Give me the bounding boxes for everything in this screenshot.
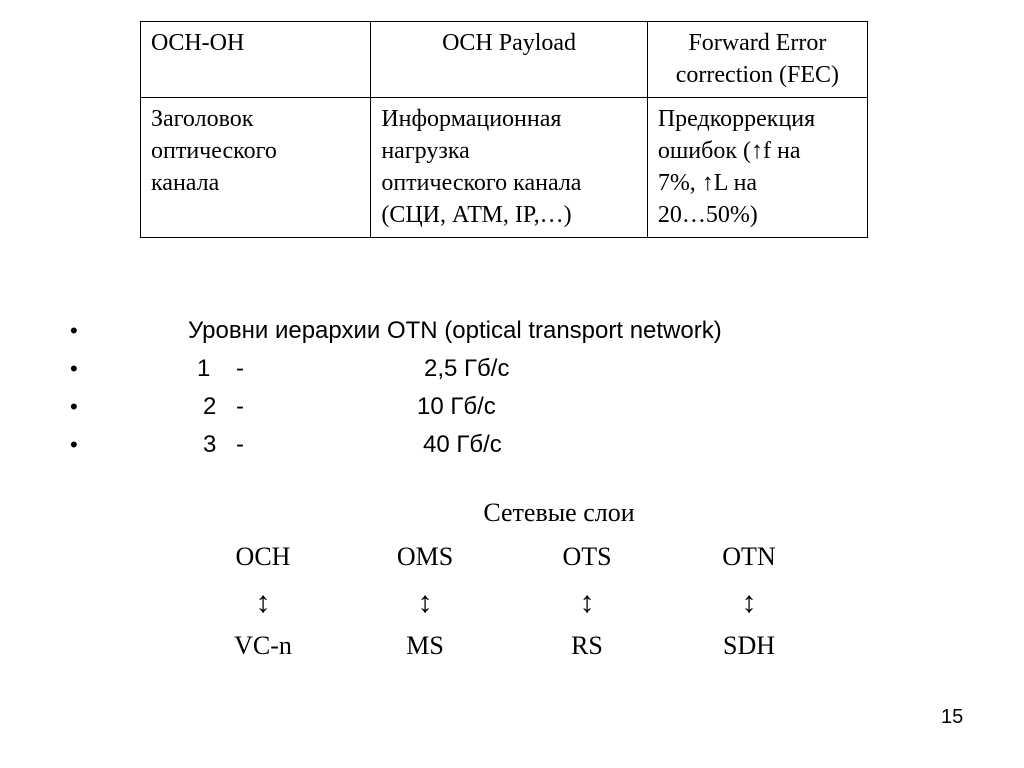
bullet-icon: • (70, 394, 78, 419)
layer-bottom-rs: RS (571, 631, 603, 660)
cell-text: OCH Payload (442, 30, 577, 56)
level-number: 2 (203, 393, 217, 420)
up-down-arrow-icon: ↕ (741, 586, 757, 619)
up-down-arrow-icon: ↕ (417, 586, 433, 619)
layer-bottom-sdh: SDH (722, 631, 776, 660)
cell-text: Предкоррекция ошибок (↑f на 7%, ↑L на 20…50%) (657, 106, 816, 228)
network-layers-title: Сетевые слои (483, 498, 635, 527)
cell-text: Заголовок оптического канала (151, 106, 277, 196)
cell-text: Forward Error correction (FEC) (675, 30, 840, 88)
bullet-icon: • (70, 318, 78, 343)
level-number: 1 (197, 355, 211, 382)
layer-bottom-vc-n: VC-n (234, 631, 292, 660)
bullet-icon: • (70, 356, 78, 381)
layer-top-otn: OTN (722, 542, 776, 571)
layer-bottom-ms: MS (406, 631, 444, 660)
level-number: 3 (203, 431, 217, 458)
level-dash: - (236, 355, 244, 382)
layer-top-ots: OTS (562, 542, 612, 571)
layer-top-och: OCH (235, 542, 291, 571)
cell-text: OCH-OH (151, 30, 245, 56)
otn-levels-heading: Уровни иерархии OTN (optical transport network) (188, 317, 722, 344)
up-down-arrow-icon: ↕ (255, 586, 271, 619)
up-down-arrow-icon: ↕ (579, 586, 595, 619)
cell-text: Информационная нагрузка оптического канала (СЦИ, АТМ, IP,…) (381, 106, 582, 228)
level-rate: 2,5 Гб/с (424, 355, 510, 382)
layer-top-oms: OMS (396, 542, 454, 571)
level-dash: - (236, 431, 244, 458)
level-dash: - (236, 393, 244, 420)
level-rate: 40 Гб/с (423, 431, 502, 458)
level-rate: 10 Гб/с (417, 393, 496, 420)
page-number: 15 (941, 706, 964, 728)
bullet-icon: • (70, 432, 78, 457)
